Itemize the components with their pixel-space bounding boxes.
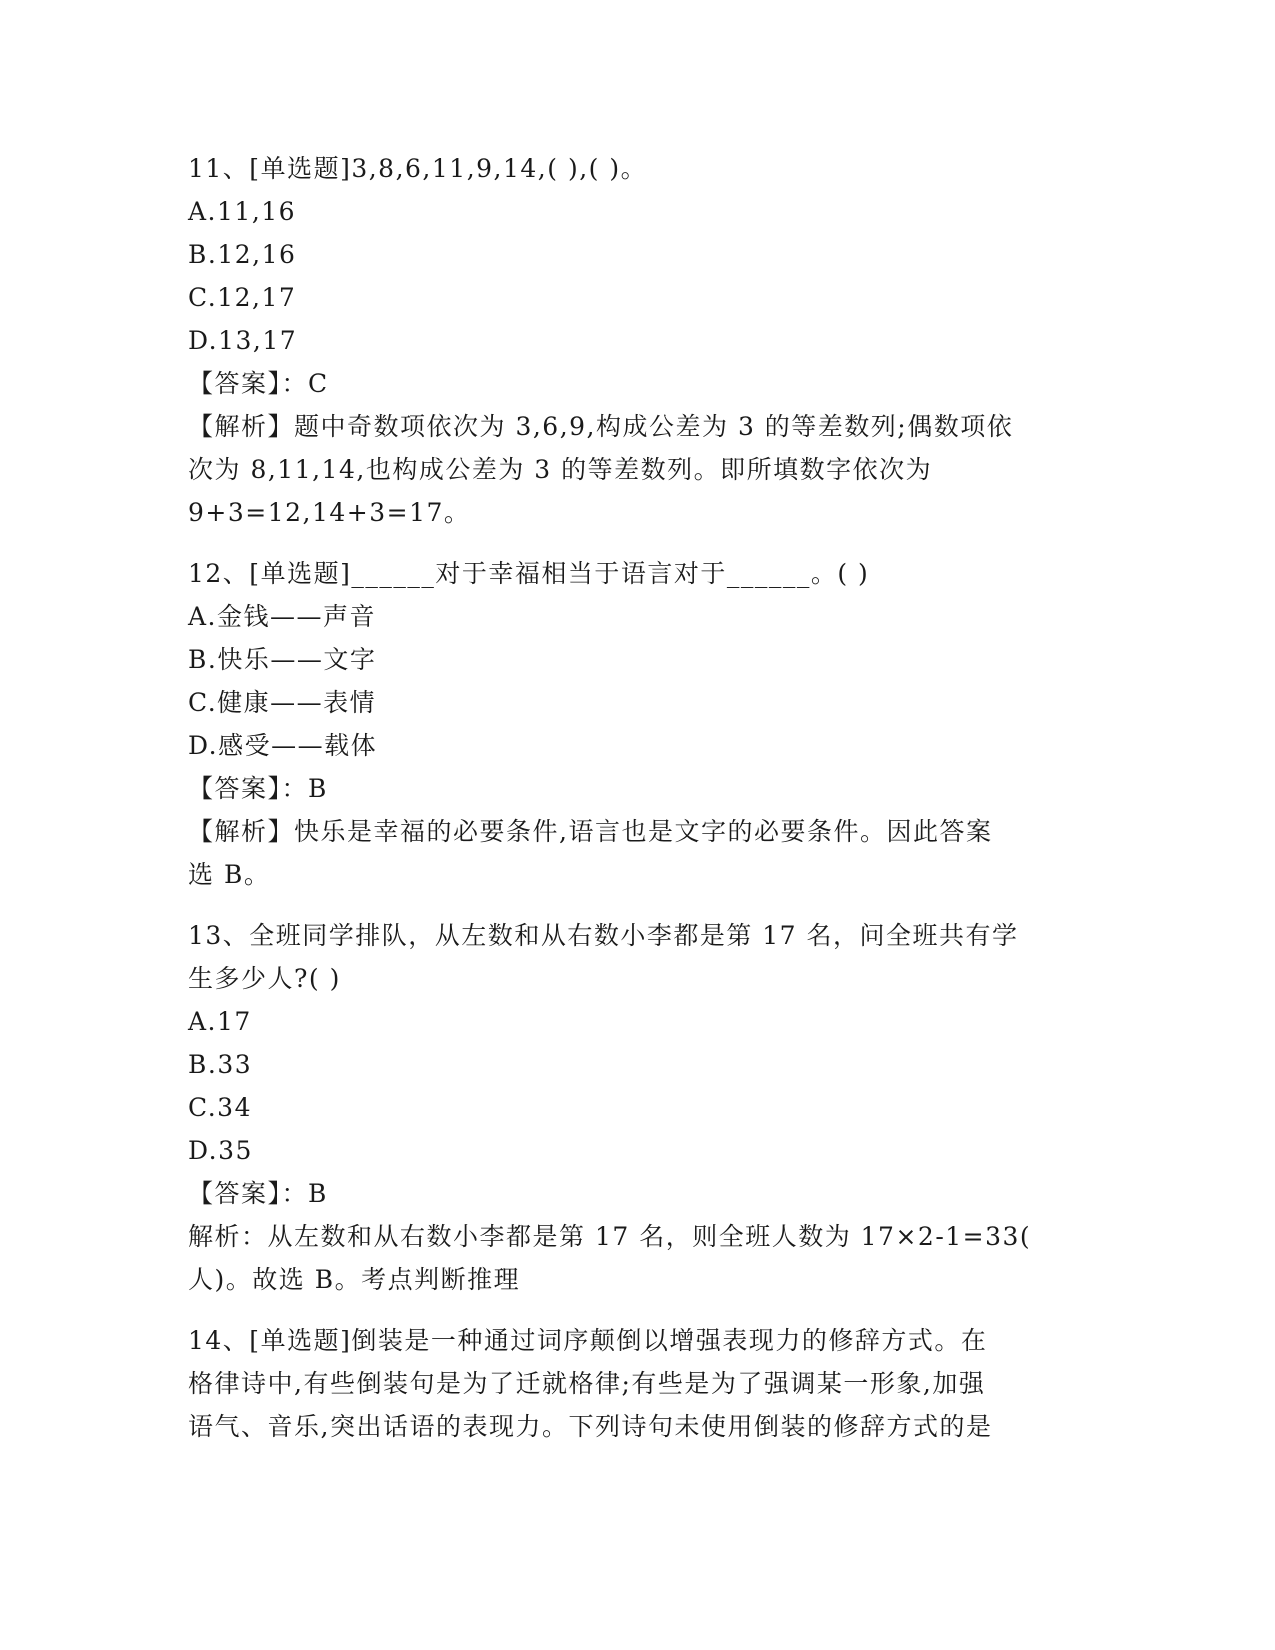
question-13 xyxy=(188,914,1088,1301)
option-b: B.12,16 xyxy=(188,240,297,269)
analysis-line: 人)。故选 B。考点判断推理 xyxy=(188,1265,521,1294)
option-c: C.健康——表情 xyxy=(188,688,377,717)
option-b: B.33 xyxy=(188,1050,253,1079)
analysis-line: 9+3=12,14+3=17。 xyxy=(188,498,471,527)
answer-line: 【答案】：B xyxy=(188,774,328,803)
analysis-line: 选 B。 xyxy=(188,860,271,889)
answer-line: 【答案】：C xyxy=(188,369,329,398)
analysis-line: 【解析】快乐是幸福的必要条件,语言也是文字的必要条件。因此答案 xyxy=(188,817,993,846)
analysis-line: 解析：从左数和从右数小李都是第 17 名，则全班人数为 17×2-1=33( xyxy=(188,1222,1032,1251)
option-b: B.快乐——文字 xyxy=(188,645,377,674)
option-c: C.12,17 xyxy=(188,283,297,312)
option-d: D.35 xyxy=(188,1136,253,1165)
analysis-line: 次为 8,11,14,也构成公差为 3 的等差数列。即所填数字依次为 xyxy=(188,455,933,484)
question-stem: 11、[单选题]3,8,6,11,9,14,( ),( )。 xyxy=(188,154,648,183)
option-d: D.感受——载体 xyxy=(188,731,378,760)
option-a: A.金钱——声音 xyxy=(188,602,377,631)
question-stem: 格律诗中,有些倒装句是为了迁就格律;有些是为了强调某一形象,加强 xyxy=(188,1369,986,1398)
document-page xyxy=(188,147,1088,1448)
analysis-line: 【解析】题中奇数项依次为 3,6,9,构成公差为 3 的等差数列;偶数项依 xyxy=(188,412,1014,441)
question-stem: 语气、音乐,突出话语的表现力。下列诗句未使用倒装的修辞方式的是 xyxy=(188,1412,993,1441)
question-14 xyxy=(188,1319,1088,1448)
answer-line: 【答案】：B xyxy=(188,1179,328,1208)
question-stem: 12、[单选题]______对于幸福相当于语言对于______。( ) xyxy=(188,559,870,588)
question-stem: 生多少人?( ) xyxy=(188,964,341,993)
question-12 xyxy=(188,552,1088,896)
option-a: A.17 xyxy=(188,1007,252,1036)
option-c: C.34 xyxy=(188,1093,252,1122)
option-a: A.11,16 xyxy=(188,197,297,226)
question-stem: 14、[单选题]倒装是一种通过词序颠倒以增强表现力的修辞方式。在 xyxy=(188,1326,988,1355)
question-stem: 13、全班同学排队，从左数和从右数小李都是第 17 名，问全班共有学 xyxy=(188,921,1019,950)
option-d: D.13,17 xyxy=(188,326,298,355)
question-11 xyxy=(188,147,1088,534)
